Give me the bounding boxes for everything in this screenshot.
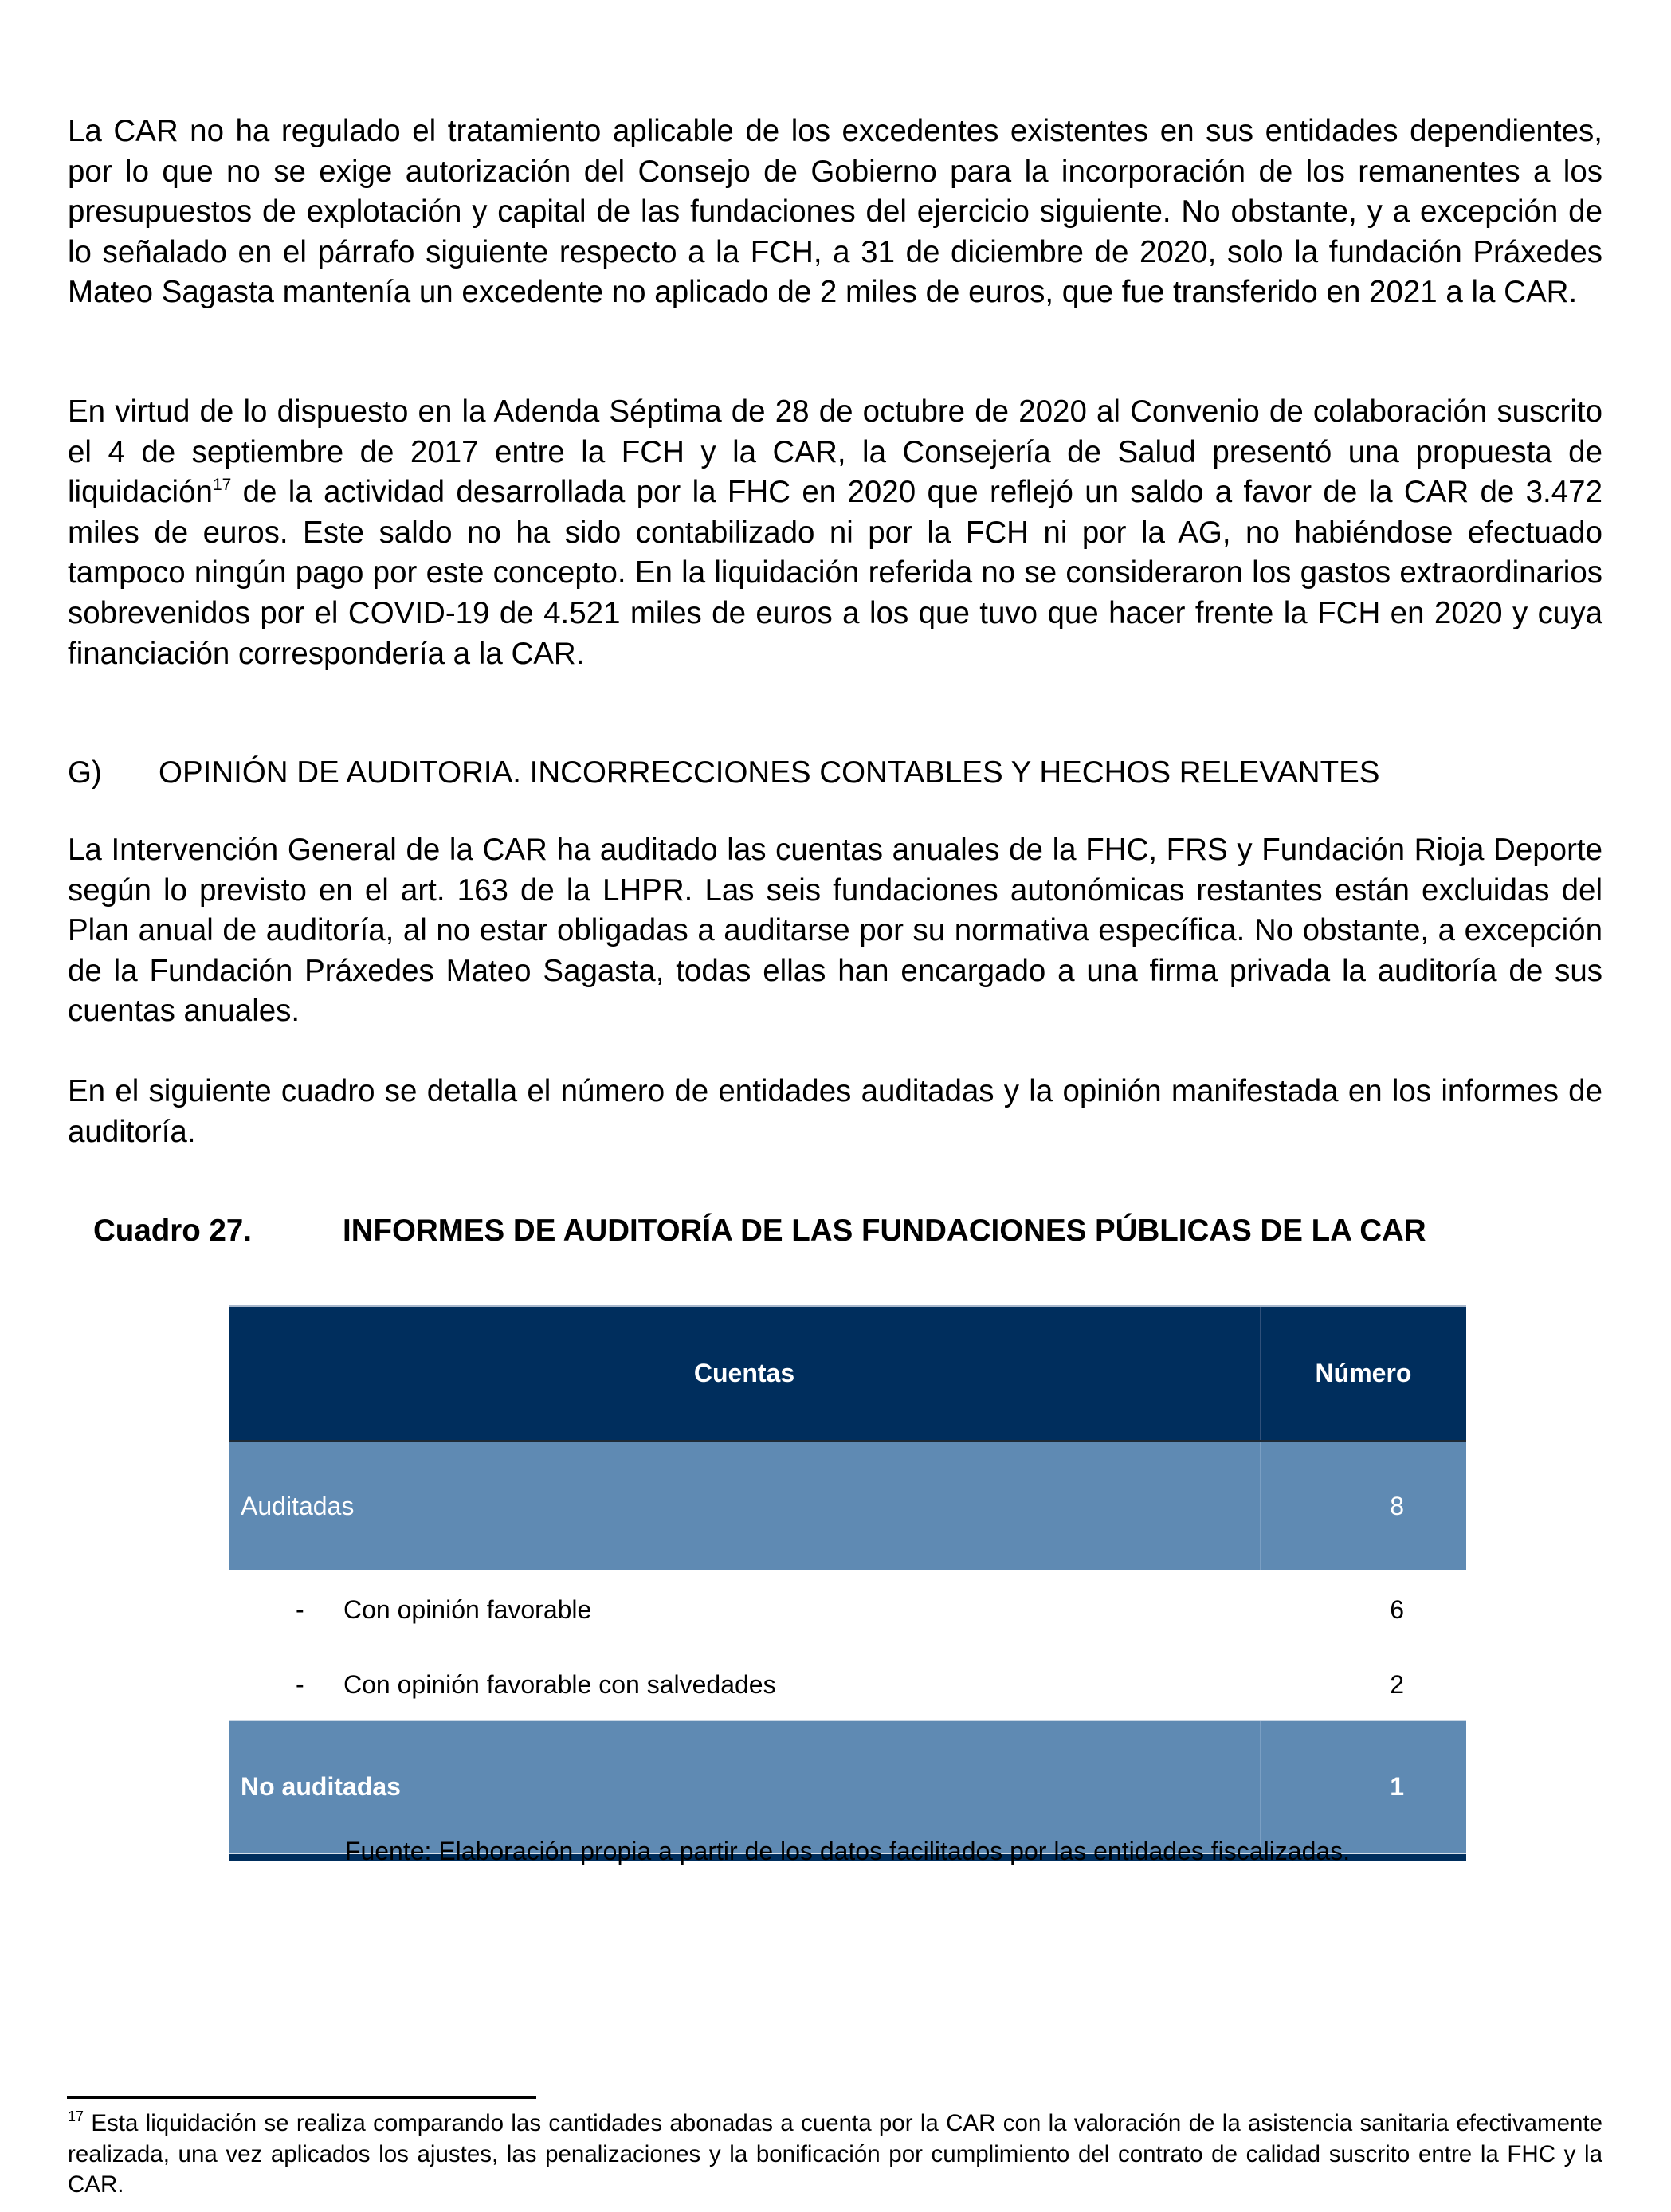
paragraph-intervencion: La Intervención General de la CAR ha auditado las cuentas anuales de la FHC, FRS y Fundación Rioja Deporte según lo previsto en el art. 163 de la LHPR. Las seis fundaciones autonómicas restantes están excluidas del Plan anual de auditoría, al no estar obligadas a auditarse por su normativa específica. No obstante, a excepción de la Fundación Práxedes Mateo Sagasta, todas ellas han encargado a una firma privada la auditoría de sus cuentas anuales. [68,833,1602,1029]
table-number: Cuadro 27. [93,1214,252,1248]
row-value: 2 [1390,1669,1404,1699]
paragraph-liquidacion [68,392,1602,674]
row-label [229,1649,1261,1720]
footnote-text: Esta liquidación se realiza comparando las cantidades abonadas a cuenta por la CAR con la valoración de la asistencia sanitaria efectivamente realizada, una vez aplicados los ajustes, las penalizaciones y la bonificación por cumplimiento del contrato de calidad suscrito entre la FHC y la CAR. [68,2110,1602,2198]
table-row-auditadas [229,1442,1466,1570]
paragraph-liquidacion-text-a: En virtud de lo dispuesto en la Adenda Séptima de 28 de octubre de 2020 al Convenio de colaboración suscrito el 4 de septiembre de 2017 entre la FCH y la CAR, la Consejería de Salud presentó una propuesta de liquidación [68,394,1602,510]
table-header-row [229,1305,1466,1440]
table-row-no-auditadas [229,1720,1466,1853]
table-row-salvedades [229,1649,1466,1720]
row-value: 8 [1390,1491,1404,1520]
row-bullet: - [296,1669,304,1699]
section-title: OPINIÓN DE AUDITORIA. INCORRECCIONES CONTABLES Y HECHOS RELEVANTES [159,755,1380,790]
footnote-number: 17 [68,2108,84,2124]
paragraph-excedentes: La CAR no ha regulado el tratamiento aplicable de los excedentes existentes en sus entidades dependientes, por lo que no se exige autorización del Consejo de Gobierno para la incorporación de los remanentes a los presupuestos de explotación y capital de las fundaciones del ejercicio siguiente. No obstante, y a excepción de lo señalado en el párrafo siguiente respecto a la FCH, a 31 de diciembre de 2020, solo la fundación Práxedes Mateo Sagasta mantenía un excedente no aplicado de 2 miles de euros, que fue transferido en 2021 a la CAR. [68,114,1602,310]
row-value: 1 [1390,1772,1404,1801]
row-value: 6 [1390,1594,1404,1624]
row-label-text: Con opinión favorable con salvedades [343,1669,776,1699]
footnote-reference[interactable]: 17 [212,476,232,495]
row-label [229,1570,1261,1649]
table-source: Fuente: Elaboración propia a partir de los datos facilitados por las entidades fiscalizadas. [344,1837,1351,1865]
header-numero: Número [1315,1359,1412,1387]
row-label: No auditadas [229,1721,1261,1853]
paragraph-cuadro-intro: En el siguiente cuadro se detalla el número de entidades auditadas y la opinión manifestada en los informes de auditoría. [68,1074,1602,1149]
table-row-favorable [229,1570,1466,1649]
footnote-17 [68,2108,1602,2201]
row-label: Auditadas [229,1442,1261,1570]
audit-reports-table [229,1305,1466,1861]
row-bullet: - [296,1594,304,1624]
footnote-separator [67,2096,536,2099]
section-heading [68,753,1379,793]
table-caption [93,1211,1426,1251]
header-cuentas: Cuentas [229,1307,1261,1440]
paragraph-liquidacion-text-b: de la actividad desarrollada por la FHC en 2020 que reflejó un saldo a favor de la CAR de 3.472 miles de euros. Este saldo no ha sido contabilizado ni por la FCH ni por la AG, no habiéndose efectuado tampoco ningún pago por este concepto. En la liquidación referida no se consideraron los gastos extraordinarios sobrevenidos por el COVID-19 de 4.521 miles de euros a los que tuvo que hacer frente la FCH en 2020 y cuya financiación correspondería a la CAR. [68,475,1602,671]
table-title: INFORMES DE AUDITORÍA DE LAS FUNDACIONES PÚBLICAS DE LA CAR [343,1214,1426,1248]
section-letter: G) [68,755,102,790]
row-label-text: Con opinión favorable [343,1594,592,1624]
